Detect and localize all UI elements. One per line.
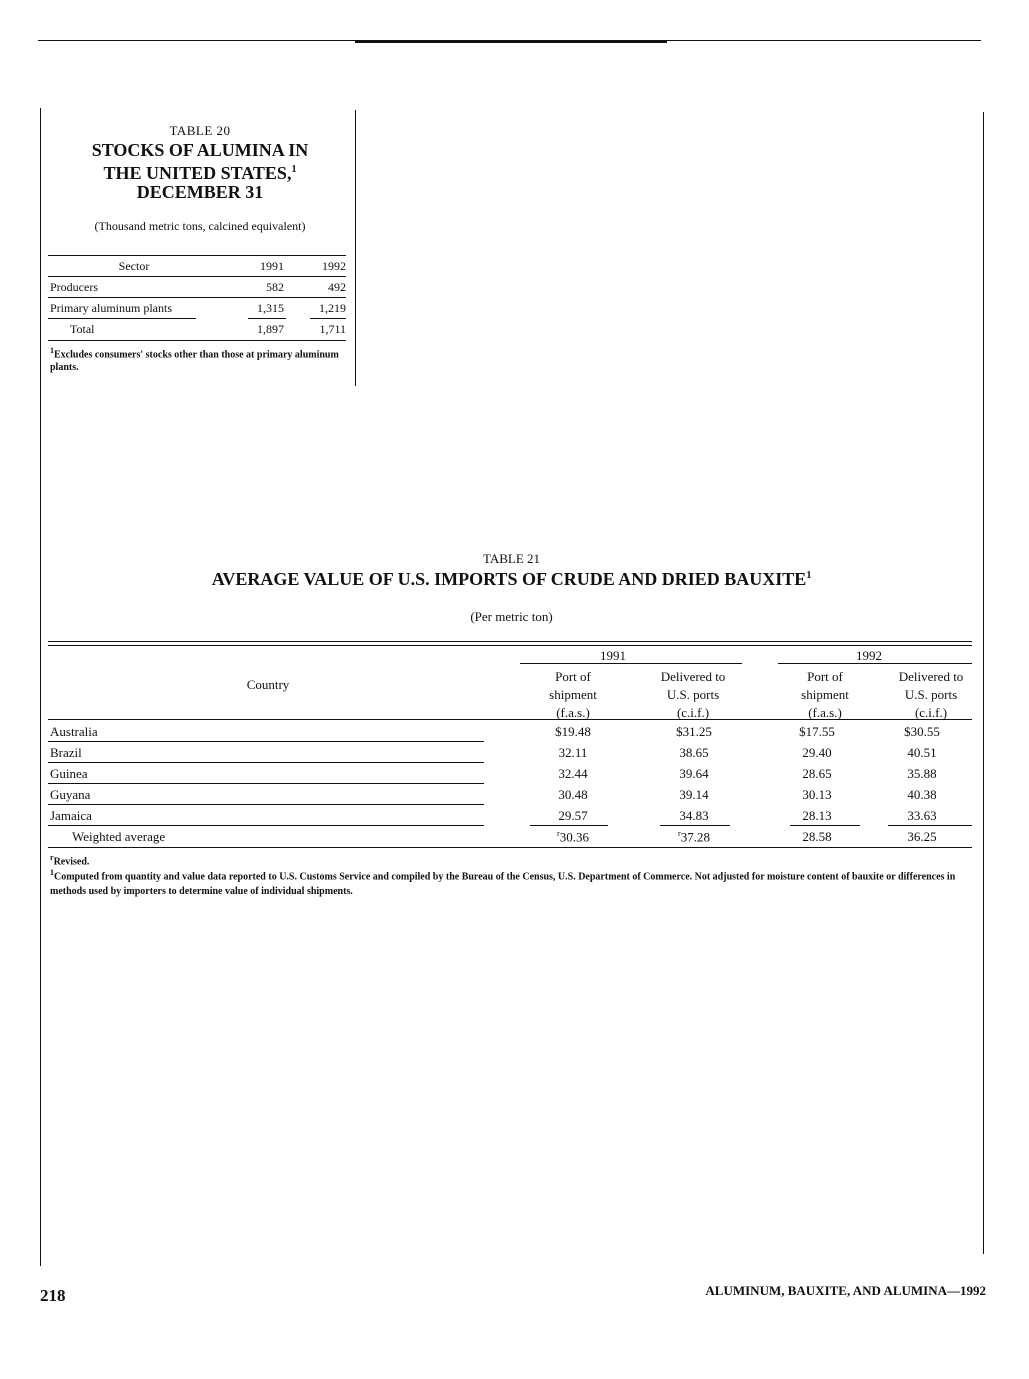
footnote-mark: r bbox=[50, 853, 54, 862]
table21-port-1992: $17.55 bbox=[799, 723, 835, 739]
subheader-line: (f.a.s.) bbox=[556, 705, 590, 720]
table-row bbox=[50, 826, 972, 848]
table21-delivered-1991: $31.25 bbox=[676, 723, 712, 739]
table20-cell-1992: 1,219 bbox=[319, 301, 346, 315]
table21-port-1991 bbox=[520, 826, 626, 848]
table-row bbox=[50, 742, 972, 763]
subheader-line: U.S. ports bbox=[904, 687, 958, 702]
table21-subheader-port-1992 bbox=[772, 668, 878, 722]
table21-top-rule-2 bbox=[48, 645, 972, 646]
footnote-mark: 1 bbox=[50, 868, 54, 877]
table21-top-rule bbox=[48, 641, 972, 642]
subheader-line: shipment bbox=[801, 687, 849, 702]
table21-delivered-1991 bbox=[626, 826, 762, 848]
table20-header-1991: 1991 bbox=[260, 259, 284, 273]
table21-header-country: Country bbox=[246, 677, 290, 692]
table21-units: (Per metric ton) bbox=[470, 609, 553, 624]
table21-subheader-delivered-1992 bbox=[878, 668, 984, 722]
table-row bbox=[50, 298, 346, 319]
table20-title-footnote-mark: 1 bbox=[291, 164, 297, 175]
table20-row-label: Total bbox=[70, 322, 95, 336]
table21-country: Guinea bbox=[50, 765, 88, 781]
table20-cell-1991: 582 bbox=[266, 280, 284, 294]
table21-body bbox=[50, 721, 972, 848]
running-footer: ALUMINUM, BAUXITE, AND ALUMINA—1992 bbox=[705, 1283, 986, 1298]
table21-footnote-1 bbox=[50, 865, 956, 899]
table21-country: Guyana bbox=[50, 786, 91, 802]
table21-port-1992: 30.13 bbox=[802, 786, 832, 802]
subheader-line: Port of bbox=[555, 669, 591, 684]
table20-bottom-rule bbox=[48, 340, 346, 341]
table21-country: Jamaica bbox=[50, 807, 92, 823]
table20-footnote-mark: 1 bbox=[50, 346, 54, 355]
revised-mark: r bbox=[678, 828, 681, 838]
page-number: 218 bbox=[40, 1286, 66, 1305]
table21-delivered-1991: 39.14 bbox=[679, 786, 709, 802]
table21-delivered-1991: 34.83 bbox=[679, 807, 709, 823]
table20-cell-1991: 1,315 bbox=[257, 301, 284, 315]
table21-country: Brazil bbox=[50, 744, 82, 760]
table21-delivered-1991: 38.65 bbox=[679, 744, 709, 760]
table21-delivered-1992: 40.51 bbox=[907, 744, 937, 760]
subheader-line: Delivered to bbox=[660, 669, 726, 684]
table21-delivered-1992: $30.55 bbox=[904, 723, 940, 739]
table20-title bbox=[50, 141, 350, 202]
table20-title-line1: STOCKS OF ALUMINA IN bbox=[91, 140, 309, 160]
table21-port-1991: 32.11 bbox=[558, 744, 588, 760]
subheader-line: (c.i.f.) bbox=[676, 705, 710, 720]
table-row bbox=[50, 805, 972, 826]
table20-label: TABLE 20 bbox=[169, 123, 231, 138]
column-divider-rule bbox=[355, 110, 356, 386]
table-row bbox=[50, 277, 346, 298]
left-margin-rule bbox=[40, 108, 41, 1266]
table21-port-1991: $19.48 bbox=[555, 723, 591, 739]
table21-port-1992: 29.40 bbox=[802, 744, 832, 760]
subheader-line: Port of bbox=[807, 669, 843, 684]
cell-value: 37.28 bbox=[680, 829, 710, 845]
table20-header-sector: Sector bbox=[118, 259, 150, 273]
table21-delivered-1991: 39.64 bbox=[679, 765, 709, 781]
revised-mark: r bbox=[557, 828, 560, 838]
table20-row-label: Primary aluminum plants bbox=[50, 301, 172, 315]
table21-header-1991: 1991 bbox=[600, 648, 626, 663]
top-rule-thick bbox=[355, 40, 667, 43]
table21-port-1992: 28.58 bbox=[802, 829, 832, 844]
table-row bbox=[50, 784, 972, 805]
table21-title-text: AVERAGE VALUE OF U.S. IMPORTS OF CRUDE AND DRIED BAUXITE bbox=[211, 569, 807, 589]
table21-delivered-1992: 33.63 bbox=[907, 807, 937, 823]
table20-cell-1992: 1,711 bbox=[319, 322, 346, 336]
table20 bbox=[50, 256, 346, 340]
table20-units: (Thousand metric tons, calcined equivalent) bbox=[94, 219, 306, 233]
footnote-text: Revised. bbox=[53, 856, 90, 868]
cell-value: 30.36 bbox=[559, 829, 589, 845]
table21-delivered-1992: 40.38 bbox=[907, 786, 937, 802]
table21-port-1991: 29.57 bbox=[558, 807, 588, 823]
table21-title bbox=[40, 569, 983, 590]
table21-port-1992: 28.65 bbox=[802, 765, 832, 781]
table21-subheader-port-1991 bbox=[520, 668, 626, 722]
table21-delivered-1992: 36.25 bbox=[907, 829, 937, 844]
table21-header-1992: 1992 bbox=[856, 648, 882, 663]
table21-port-1991: 30.48 bbox=[558, 786, 588, 802]
table21-port-1991: 32.44 bbox=[558, 765, 588, 781]
table21-country: Australia bbox=[50, 723, 98, 739]
table21-label: TABLE 21 bbox=[482, 551, 541, 566]
table20-footnote-text: Excludes consumers' stocks other than those at primary aluminum plants. bbox=[50, 349, 339, 374]
subheader-line: shipment bbox=[549, 687, 597, 702]
subheader-line: U.S. ports bbox=[666, 687, 720, 702]
table-row bbox=[50, 721, 972, 742]
table21-port-1992: 28.13 bbox=[802, 807, 832, 823]
table-row bbox=[50, 319, 346, 340]
table20-cell-1992: 492 bbox=[328, 280, 346, 294]
table20-title-line3: DECEMBER 31 bbox=[136, 182, 264, 202]
subheader-line: Delivered to bbox=[898, 669, 964, 684]
footnote-text: Computed from quantity and value data reported to U.S. Customs Service and compiled by the Bureau of the Census, U.S. Department of Commerce. Not adjusted for moisture content of bauxite or differences in methods used by importers to determine value of individual shipments. bbox=[50, 871, 956, 898]
subheader-line: (c.i.f.) bbox=[914, 705, 948, 720]
table20-row-label: Producers bbox=[50, 280, 98, 294]
table20-cell-1991: 1,897 bbox=[257, 322, 284, 336]
table21-subheader-delivered-1991 bbox=[638, 668, 748, 722]
table21-country: Weighted average bbox=[72, 829, 166, 844]
table21-delivered-1992: 35.88 bbox=[907, 765, 937, 781]
table20-header-row bbox=[50, 256, 346, 277]
subheader-line: (f.a.s.) bbox=[808, 705, 842, 720]
table-row bbox=[50, 763, 972, 784]
table20-footnote bbox=[50, 344, 348, 374]
table21-title-footnote-mark: 1 bbox=[806, 570, 812, 581]
table20-header-1992: 1992 bbox=[322, 259, 346, 273]
table20-title-line2: THE UNITED STATES,$^1$ bbox=[103, 163, 297, 183]
